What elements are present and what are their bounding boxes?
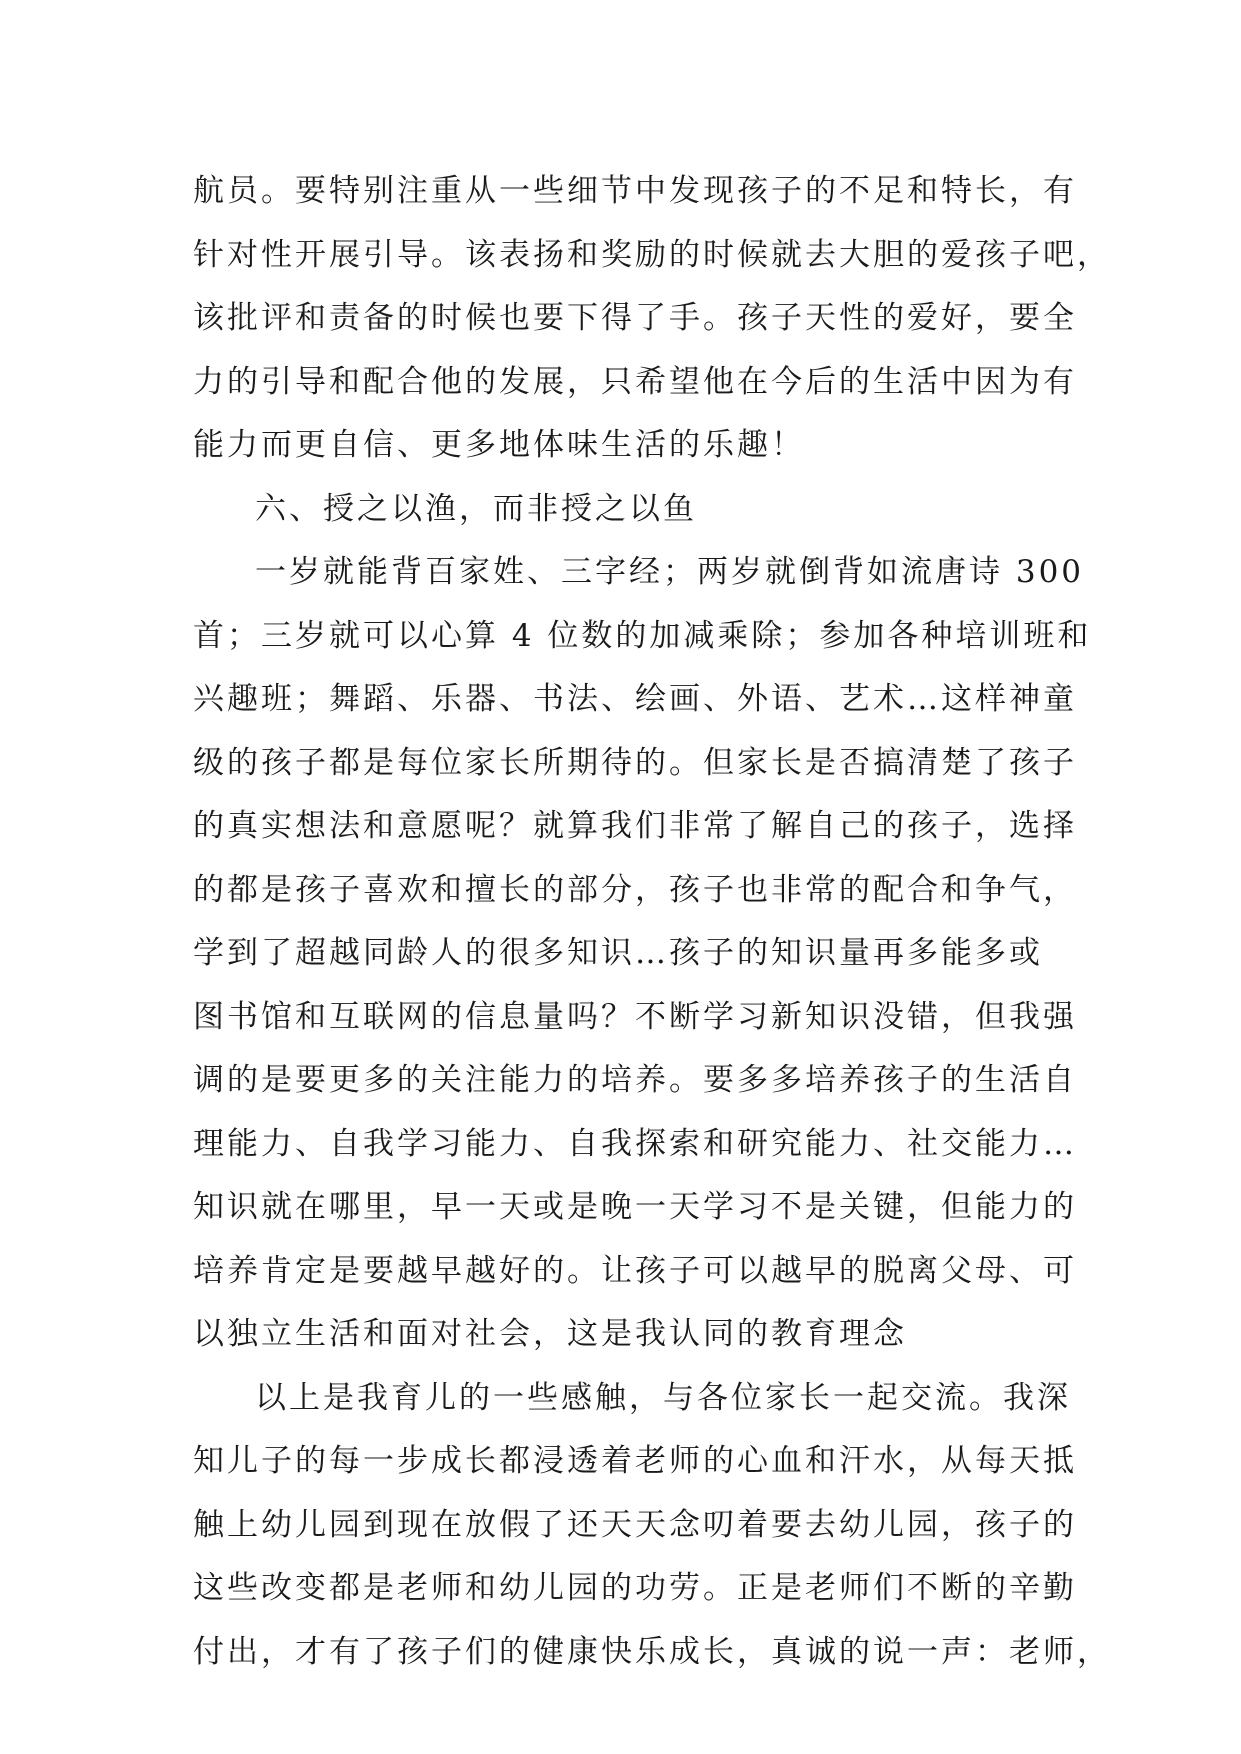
text-line: 以上是我育儿的一些感触，与各位家长一起交流。我深 (255, 1379, 1071, 1416)
text-line: 调的是要更多的关注能力的培养。要多多培养孩子的生活自 (193, 1062, 1077, 1098)
text-line: 知识就在哪里，早一天或是晚一天学习不是关键，但能力的 (193, 1189, 1077, 1225)
text-line: 付出，才有了孩子们的健康快乐成长，真诚的说一声：老师， (193, 1633, 1111, 1670)
text-line: 一岁就能背百家姓、三字经；两岁就倒背如流唐诗 300 (255, 554, 1085, 590)
text-line: 以独立生活和面对社会，这是我认同的教育理念 (193, 1316, 907, 1352)
body-text (193, 160, 1111, 1684)
text-line: 学到了超越同龄人的很多知识…孩子的知识量再多能多或 (193, 935, 1043, 971)
text-line: 首；三岁就可以心算 4 位数的加减乘除；参加各种培训班和 (193, 617, 1092, 654)
text-line: 图书馆和互联网的信息量吗？不断学习新知识没错，但我强 (193, 998, 1077, 1035)
text-line: 的真实想法和意愿呢？就算我们非常了解自己的孩子，选择 (193, 808, 1077, 844)
text-line: 兴趣班；舞蹈、乐器、书法、绘画、外语、艺术…这样神童 (193, 681, 1077, 717)
text-line: 该批评和责备的时候也要下得了手。孩子天性的爱好，要全 (193, 300, 1077, 336)
text-line: 培养肯定是要越早越好的。让孩子可以越早的脱离父母、可 (193, 1252, 1077, 1289)
text-line: 级的孩子都是每位家长所期待的。但家长是否搞清楚了孩子 (193, 744, 1077, 781)
text-line: 能力而更自信、更多地体味生活的乐趣！ (193, 427, 805, 463)
text-line: 的都是孩子喜欢和擅长的部分，孩子也非常的配合和争气， (193, 871, 1077, 908)
text-line: 触上幼儿园到现在放假了还天天念叨着要去幼儿园，孩子的 (193, 1506, 1077, 1543)
text-line: 针对性开展引导。该表扬和奖励的时候就去大胆的爱孩子吧， (193, 236, 1111, 273)
text-line: 知儿子的每一步成长都浸透着老师的心血和汗水，从每天抵 (193, 1443, 1077, 1479)
text-line: 力的引导和配合他的发展，只希望他在今后的生活中因为有 (193, 363, 1077, 400)
section-heading: 六、授之以渔，而非授之以鱼 (255, 490, 697, 527)
text-line: 理能力、自我学习能力、自我探索和研究能力、社交能力… (193, 1125, 1077, 1162)
text-line: 这些改变都是老师和幼儿园的功劳。正是老师们不断的辛勤 (193, 1570, 1077, 1606)
text-line: 航员。要特别注重从一些细节中发现孩子的不足和特长，有 (193, 173, 1077, 209)
